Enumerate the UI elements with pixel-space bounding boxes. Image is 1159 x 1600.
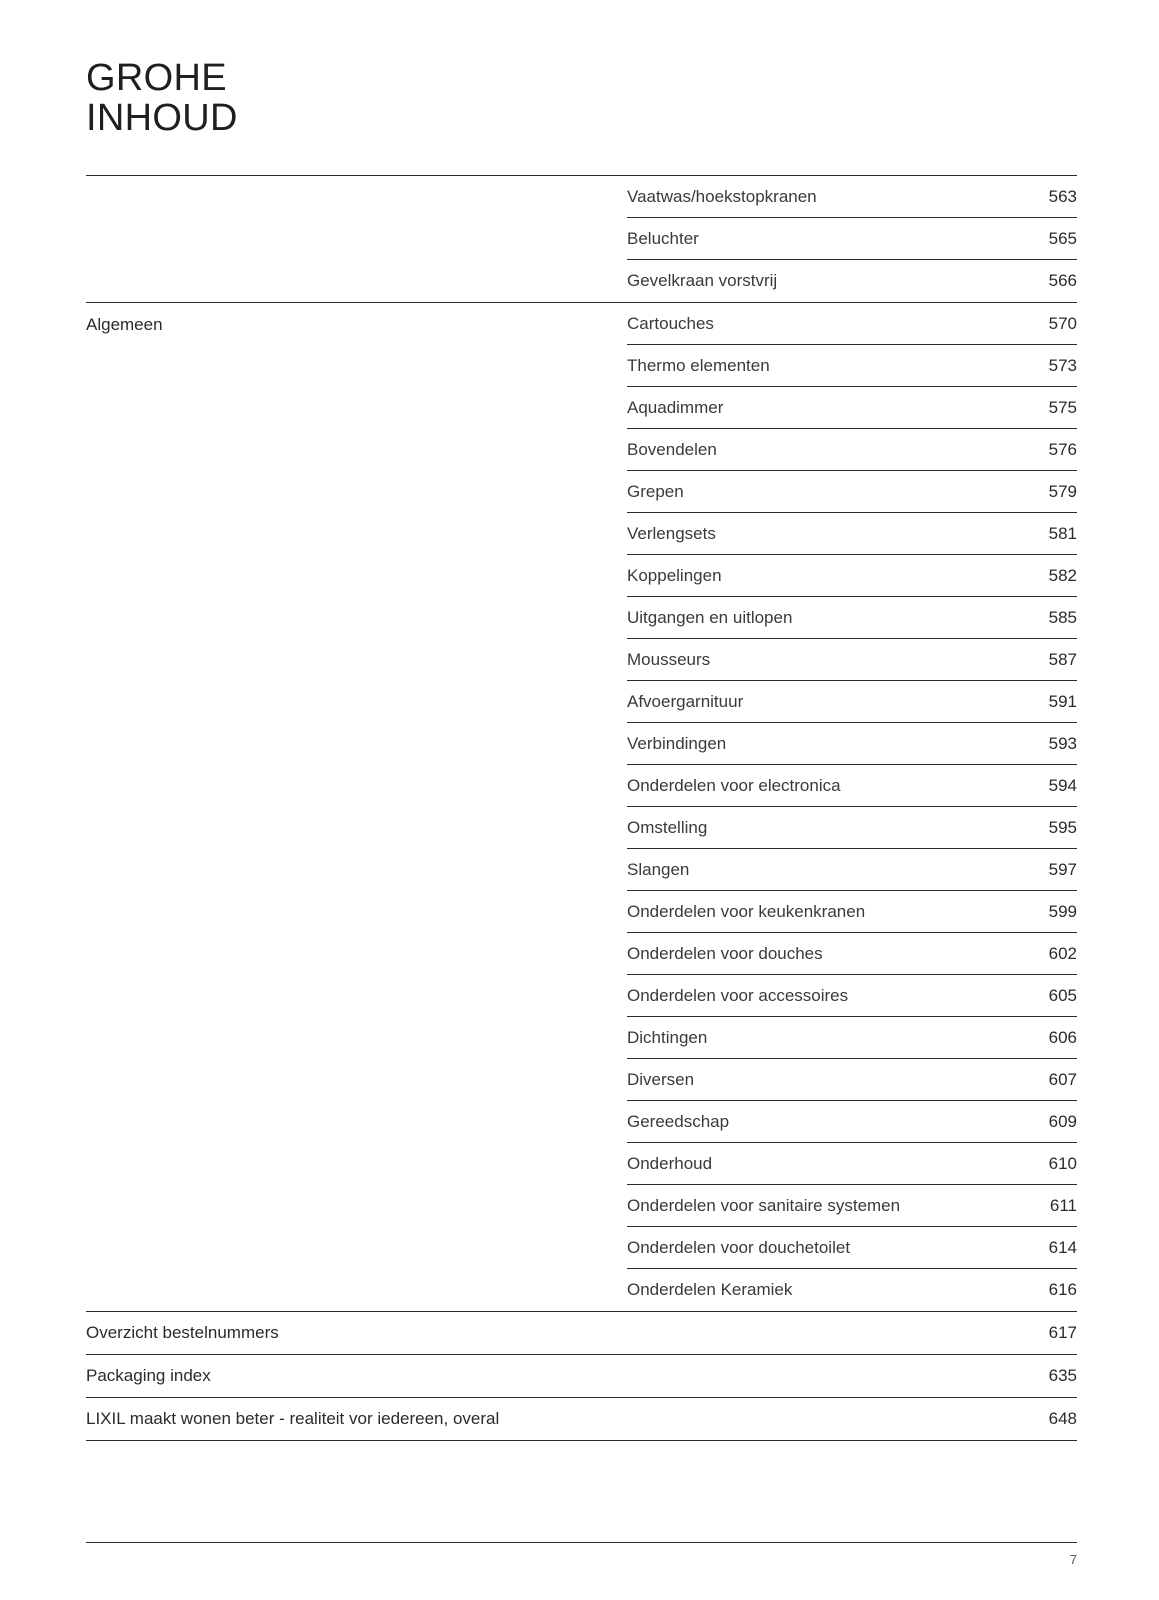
entry-title: Onderdelen voor sanitaire systemen — [627, 1195, 901, 1215]
entry-page: 605 — [1048, 985, 1077, 1005]
toc-entry[interactable] — [627, 303, 1077, 345]
section-label — [86, 176, 627, 302]
toc-entry[interactable] — [627, 555, 1077, 597]
entry-title: Onderdelen voor electronica — [627, 775, 841, 795]
toc-entry[interactable] — [627, 1017, 1077, 1059]
entry-page: 573 — [1048, 355, 1077, 375]
entry-title: Beluchter — [627, 228, 699, 248]
footer-divider — [86, 1542, 1077, 1543]
table-of-contents — [86, 176, 1077, 1441]
entry-title: Grepen — [627, 481, 684, 501]
entry-title: Aquadimmer — [627, 397, 724, 417]
toc-entry[interactable] — [627, 1269, 1077, 1311]
page-number: 7 — [1069, 1552, 1077, 1567]
toc-entry[interactable] — [627, 429, 1077, 471]
brand-title: GROHE — [86, 57, 227, 99]
entry-title: Onderdelen voor douches — [627, 943, 823, 963]
entry-title: Omstelling — [627, 817, 708, 837]
entry-title: Onderdelen Keramiek — [627, 1280, 793, 1299]
toc-entry[interactable] — [627, 1101, 1077, 1143]
toc-entry[interactable] — [627, 345, 1077, 387]
toc-entry[interactable] — [627, 597, 1077, 639]
entry-title: Afvoergarnituur — [627, 691, 744, 711]
entry-page: 563 — [1048, 186, 1077, 206]
toc-entry[interactable] — [627, 933, 1077, 975]
toc-entry[interactable] — [627, 765, 1077, 807]
toc-entry[interactable] — [627, 471, 1077, 513]
toc-entry[interactable] — [627, 975, 1077, 1017]
entry-title: Bovendelen — [627, 439, 717, 459]
entry-title: Vaatwas/hoekstopkranen — [627, 186, 817, 206]
entry-page: 616 — [1048, 1280, 1077, 1299]
entry-title: Thermo elementen — [627, 355, 770, 375]
entry-page: 602 — [1048, 943, 1077, 963]
entry-page: 594 — [1048, 775, 1077, 795]
toc-entry[interactable] — [627, 260, 1077, 302]
entry-title: Onderdelen voor accessoires — [627, 985, 849, 1005]
entry-page: 579 — [1048, 481, 1077, 501]
entry-title: Slangen — [627, 859, 690, 879]
toc-entry[interactable] — [627, 891, 1077, 933]
entry-title: Gevelkraan vorstvrij — [627, 271, 778, 290]
entry-page: 617 — [1048, 1323, 1077, 1342]
entry-page: 610 — [1048, 1153, 1077, 1173]
toc-entry[interactable] — [627, 723, 1077, 765]
toc-toplevel-entry[interactable] — [86, 1398, 1077, 1441]
toc-entry[interactable] — [627, 1227, 1077, 1269]
entry-page: 595 — [1048, 817, 1077, 837]
toc-toplevel-entry[interactable] — [86, 1312, 1077, 1355]
entry-page: 565 — [1048, 228, 1077, 248]
toc-entry[interactable] — [627, 387, 1077, 429]
entry-title: Packaging index — [86, 1366, 211, 1385]
toc-entry[interactable] — [627, 639, 1077, 681]
entry-page: 599 — [1048, 901, 1077, 921]
toc-entry[interactable] — [627, 807, 1077, 849]
toc-entry[interactable] — [627, 1185, 1077, 1227]
entry-title: Gereedschap — [627, 1111, 730, 1131]
entry-title: Diversen — [627, 1069, 695, 1089]
entry-page: 581 — [1048, 523, 1077, 543]
page-title — [86, 58, 238, 138]
toc-entry[interactable] — [627, 176, 1077, 218]
toc-entry[interactable] — [627, 1143, 1077, 1185]
entry-title: LIXIL maakt wonen beter - realiteit vor iedereen, overal — [86, 1409, 500, 1428]
entry-title: Dichtingen — [627, 1027, 708, 1047]
entry-title: Overzicht bestelnummers — [86, 1323, 279, 1342]
toc-entry[interactable] — [627, 1059, 1077, 1101]
toc-entry[interactable] — [627, 849, 1077, 891]
toc-section — [86, 303, 1077, 1312]
entry-title: Onderdelen voor keukenkranen — [627, 901, 866, 921]
entry-title: Koppelingen — [627, 565, 722, 585]
entry-page: 635 — [1048, 1366, 1077, 1385]
toc-section — [86, 176, 1077, 303]
entry-title: Uitgangen en uitlopen — [627, 607, 793, 627]
toc-entry[interactable] — [627, 218, 1077, 260]
entry-page: 566 — [1048, 271, 1077, 290]
entry-page: 576 — [1048, 439, 1077, 459]
entry-page: 607 — [1048, 1069, 1077, 1089]
entry-title: Cartouches — [627, 313, 714, 333]
entry-list — [627, 176, 1077, 302]
entry-title: Mousseurs — [627, 649, 711, 669]
section-label: Algemeen — [86, 315, 163, 334]
entry-page: 597 — [1048, 859, 1077, 879]
section-title: INHOUD — [86, 97, 238, 139]
entry-page: 582 — [1048, 565, 1077, 585]
entry-page: 585 — [1048, 607, 1077, 627]
entry-page: 606 — [1048, 1027, 1077, 1047]
toc-entry[interactable] — [627, 513, 1077, 555]
entry-page: 609 — [1048, 1111, 1077, 1131]
entry-page: 575 — [1048, 397, 1077, 417]
toc-entry[interactable] — [627, 681, 1077, 723]
entry-page: 614 — [1048, 1237, 1077, 1257]
entry-title: Onderhoud — [627, 1153, 713, 1173]
entry-page: 611 — [1049, 1195, 1077, 1215]
entry-list — [627, 303, 1077, 1311]
entry-page: 648 — [1048, 1409, 1077, 1428]
entry-page: 593 — [1048, 733, 1077, 753]
entry-page: 591 — [1048, 691, 1077, 711]
entry-page: 570 — [1048, 313, 1077, 333]
entry-page: 587 — [1048, 649, 1077, 669]
entry-title: Verlengsets — [627, 523, 716, 543]
entry-title: Verbindingen — [627, 733, 727, 753]
toc-toplevel-entry[interactable] — [86, 1355, 1077, 1398]
entry-title: Onderdelen voor douchetoilet — [627, 1237, 851, 1257]
